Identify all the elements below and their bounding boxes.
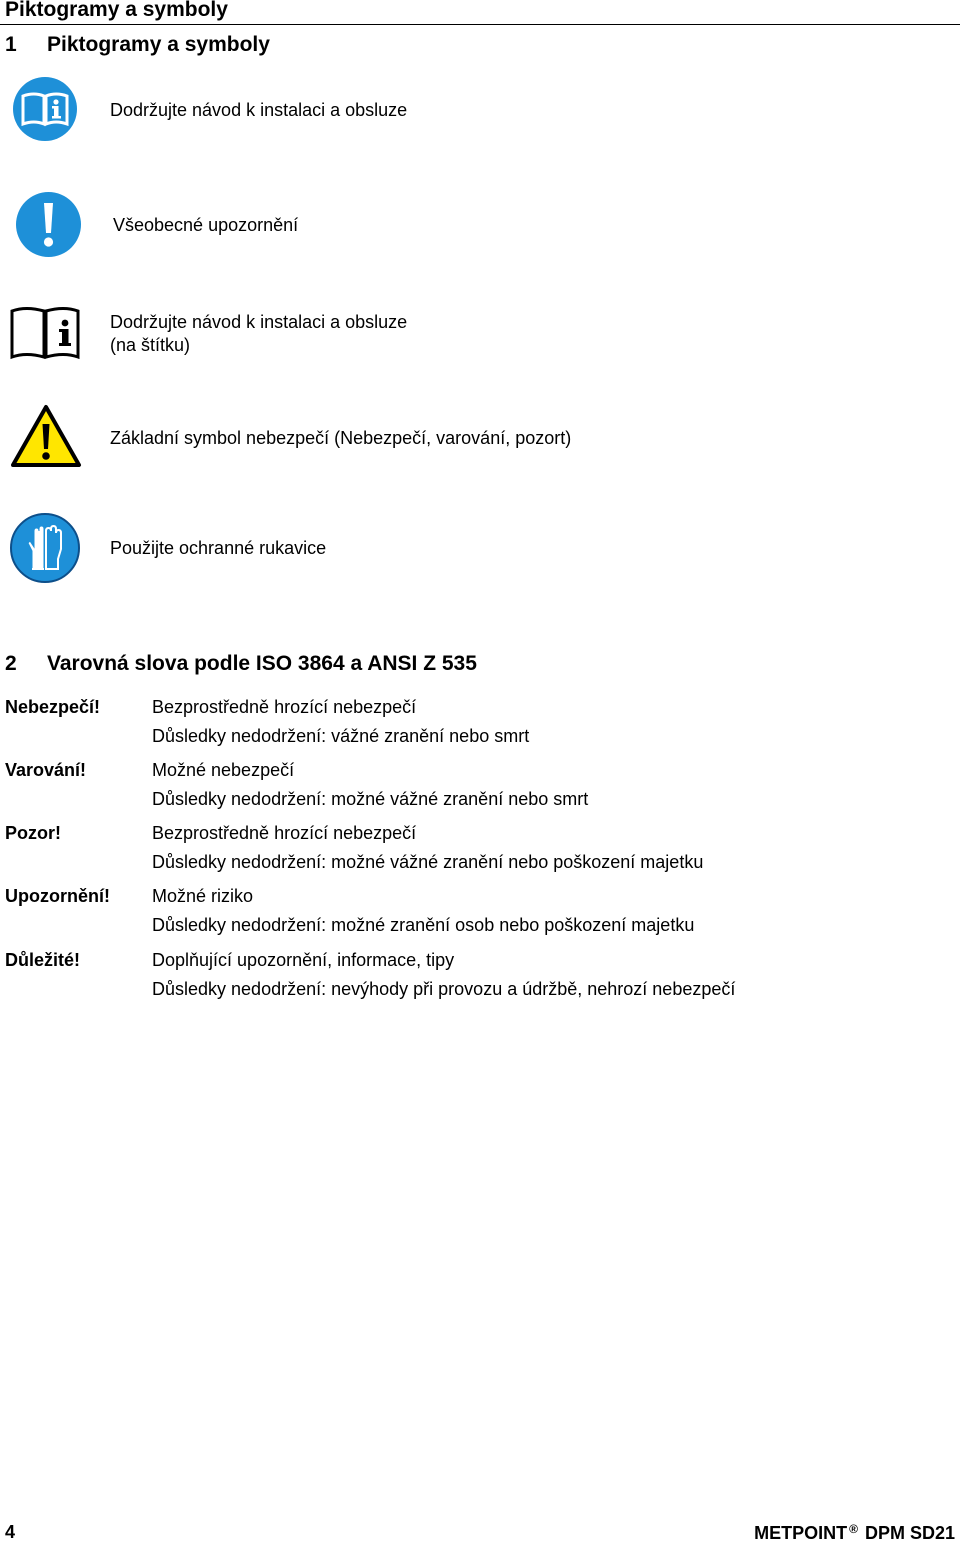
signal-word-meaning: Možné nebezpečí bbox=[152, 760, 295, 780]
pictogram-row bbox=[0, 305, 960, 365]
pictogram-row bbox=[0, 404, 960, 470]
signal-word-description bbox=[152, 693, 529, 751]
signal-word-row bbox=[0, 946, 960, 1006]
signal-word-meaning: Doplňující upozornění, informace, tipy bbox=[152, 950, 455, 970]
running-header-title: Piktogramy a symboly bbox=[5, 0, 228, 21]
signal-word-meaning: Bezprostředně hrozící nebezpečí bbox=[152, 697, 417, 717]
pictogram-label-line: Dodržujte návod k instalaci a obsluze bbox=[110, 312, 408, 332]
pictogram-label-line: (na štítku) bbox=[110, 335, 191, 355]
section-heading-signal-words bbox=[5, 652, 477, 676]
product-name bbox=[754, 1522, 955, 1544]
product-brand: METPOINT bbox=[754, 1523, 848, 1543]
signal-word-term: Nebezpečí! bbox=[5, 697, 101, 717]
section-number: 2 bbox=[5, 652, 17, 675]
signal-word-description bbox=[152, 756, 588, 814]
general-warning-blue-icon bbox=[15, 191, 82, 263]
signal-word-row bbox=[0, 756, 960, 816]
signal-word-row bbox=[0, 693, 960, 753]
read-manual-label-icon bbox=[9, 305, 81, 366]
signal-word-term: Varování! bbox=[5, 760, 87, 780]
protective-gloves-icon bbox=[10, 513, 80, 588]
pictogram-label: Všeobecné upozornění bbox=[113, 215, 299, 235]
section-title: Piktogramy a symboly bbox=[47, 33, 270, 56]
product-model: DPM SD21 bbox=[864, 1523, 955, 1543]
signal-word-term: Důležité! bbox=[5, 950, 81, 970]
signal-word-meaning: Možné riziko bbox=[152, 886, 254, 906]
pictogram-row bbox=[0, 191, 960, 261]
signal-word-consequence: Důsledky nedodržení: nevýhody při provozu a údržbě, nehrozí nebezpečí bbox=[152, 979, 736, 999]
section-heading-pictograms bbox=[5, 33, 270, 57]
signal-word-consequence: Důsledky nedodržení: možné zranění osob nebo poškození majetku bbox=[152, 915, 695, 935]
signal-word-description bbox=[152, 882, 694, 940]
pictogram-label: Základní symbol nebezpečí (Nebezpečí, varování, pozort) bbox=[110, 428, 572, 448]
section-number: 1 bbox=[5, 33, 17, 56]
registered-mark: ® bbox=[849, 1522, 858, 1536]
pictogram-label: Dodržujte návod k instalaci a obsluze bbox=[110, 100, 408, 120]
signal-word-consequence: Důsledky nedodržení: možné vážné zranění nebo poškození majetku bbox=[152, 852, 704, 872]
section-title: Varovná slova podle ISO 3864 a ANSI Z 535 bbox=[47, 652, 477, 675]
page-number: 4 bbox=[5, 1522, 16, 1542]
signal-word-term: Pozor! bbox=[5, 823, 61, 843]
header-rule bbox=[0, 24, 960, 25]
pictogram-label: Použijte ochranné rukavice bbox=[110, 538, 327, 558]
signal-word-description bbox=[152, 819, 703, 877]
signal-word-row bbox=[0, 882, 960, 942]
signal-word-term: Upozornění! bbox=[5, 886, 110, 906]
pictogram-label bbox=[110, 311, 407, 357]
signal-word-consequence: Důsledky nedodržení: vážné zranění nebo smrt bbox=[152, 726, 530, 746]
read-manual-blue-icon bbox=[12, 76, 78, 147]
pictogram-row bbox=[0, 513, 960, 585]
pictogram-row bbox=[0, 76, 960, 146]
signal-word-description bbox=[152, 946, 735, 1004]
signal-word-consequence: Důsledky nedodržení: možné vážné zranění nebo smrt bbox=[152, 789, 589, 809]
danger-triangle-icon bbox=[10, 404, 82, 473]
signal-word-row bbox=[0, 819, 960, 879]
signal-word-meaning: Bezprostředně hrozící nebezpečí bbox=[152, 823, 417, 843]
